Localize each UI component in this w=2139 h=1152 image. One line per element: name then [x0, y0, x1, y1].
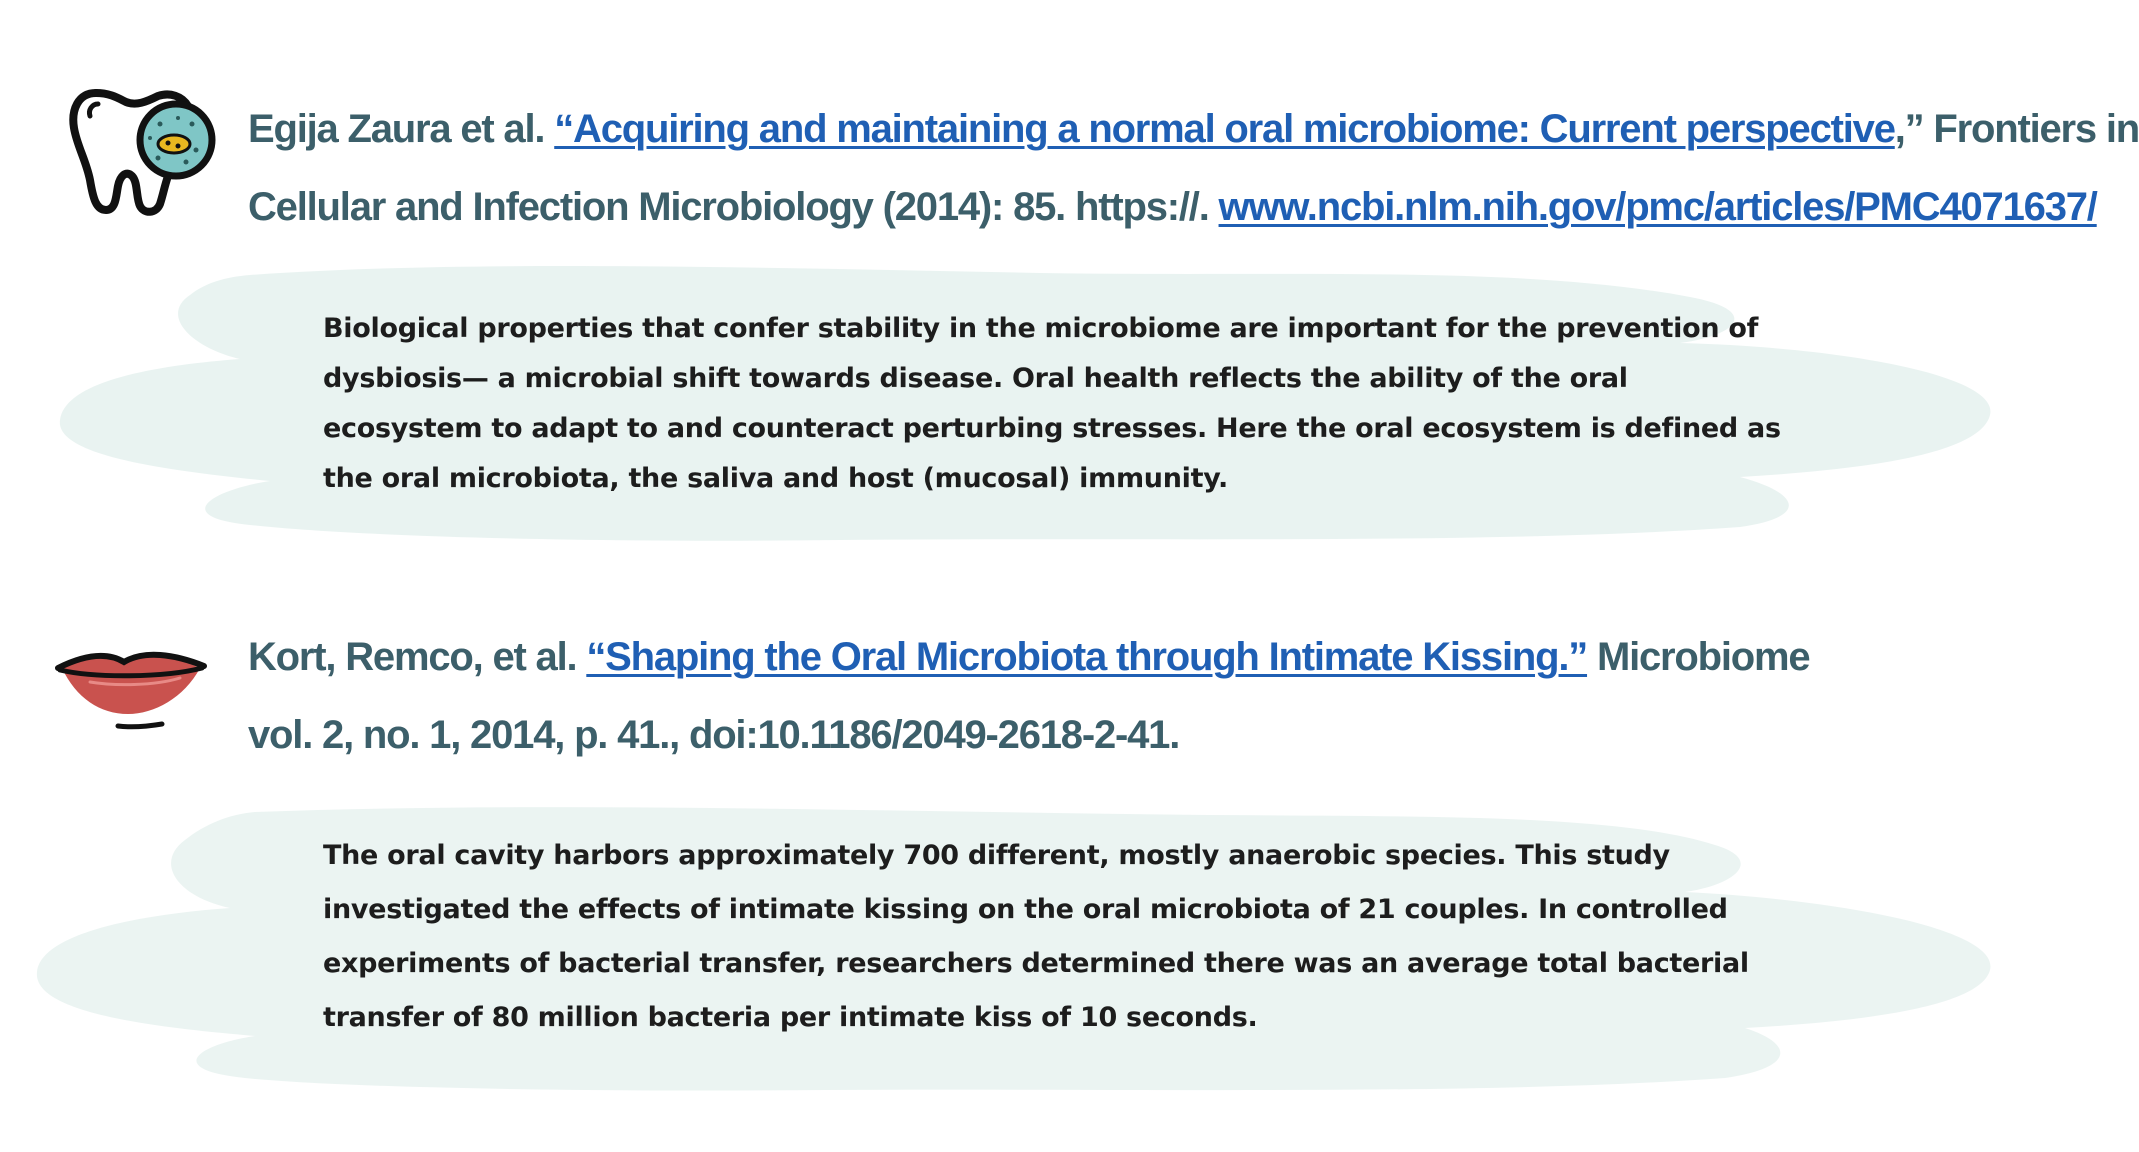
citation-zaura — [248, 90, 2139, 246]
citation-title-link[interactable]: “Shaping the Oral Microbiota through Intimate Kissing.” — [586, 635, 1588, 679]
citation-source: ,” Frontiers in — [1894, 107, 2139, 151]
summary-line: ecosystem to adapt to and counteract perturbing stresses. Here the oral ecosystem is defined as — [323, 413, 1781, 444]
tooth-microbe-icon — [66, 88, 226, 223]
citation-kort — [248, 618, 1809, 774]
citation-source: Microbiome — [1587, 635, 1810, 679]
lips-icon — [54, 648, 208, 738]
summary-line: experiments of bacterial transfer, researchers determined there was an average total bacterial — [323, 948, 1749, 979]
summary-line: The oral cavity harbors approximately 700 different, mostly anaerobic species. This study — [323, 840, 1670, 871]
citation-title-link[interactable]: “Acquiring and maintaining a normal oral microbiome: Current perspective — [554, 107, 1895, 151]
summary-line: investigated the effects of intimate kissing on the oral microbiota of 21 couples. In controlled — [323, 894, 1728, 925]
summary-line: transfer of 80 million bacteria per intimate kiss of 10 seconds. — [323, 1002, 1258, 1033]
summary-zaura — [323, 304, 1781, 504]
citation-details: vol. 2, no. 1, 2014, p. 41., doi:10.1186/2049-2618-2-41. — [248, 713, 1180, 757]
citation-author: Kort, Remco, et al. — [248, 635, 587, 679]
summary-line: dysbiosis— a microbial shift towards disease. Oral health reflects the ability of the oral — [323, 363, 1628, 394]
citation-author: Egija Zaura et al. — [248, 107, 555, 151]
summary-kort — [323, 829, 1749, 1045]
citation-url-link[interactable]: www.ncbi.nlm.nih.gov/pmc/articles/PMC4071637/ — [1218, 185, 2097, 229]
summary-line: the oral microbiota, the saliva and host (mucosal) immunity. — [323, 463, 1228, 494]
summary-line: Biological properties that confer stability in the microbiome are important for the prevention of — [323, 313, 1759, 344]
citation-journal: Cellular and Infection Microbiology (2014): 85. https://. — [248, 185, 1219, 229]
